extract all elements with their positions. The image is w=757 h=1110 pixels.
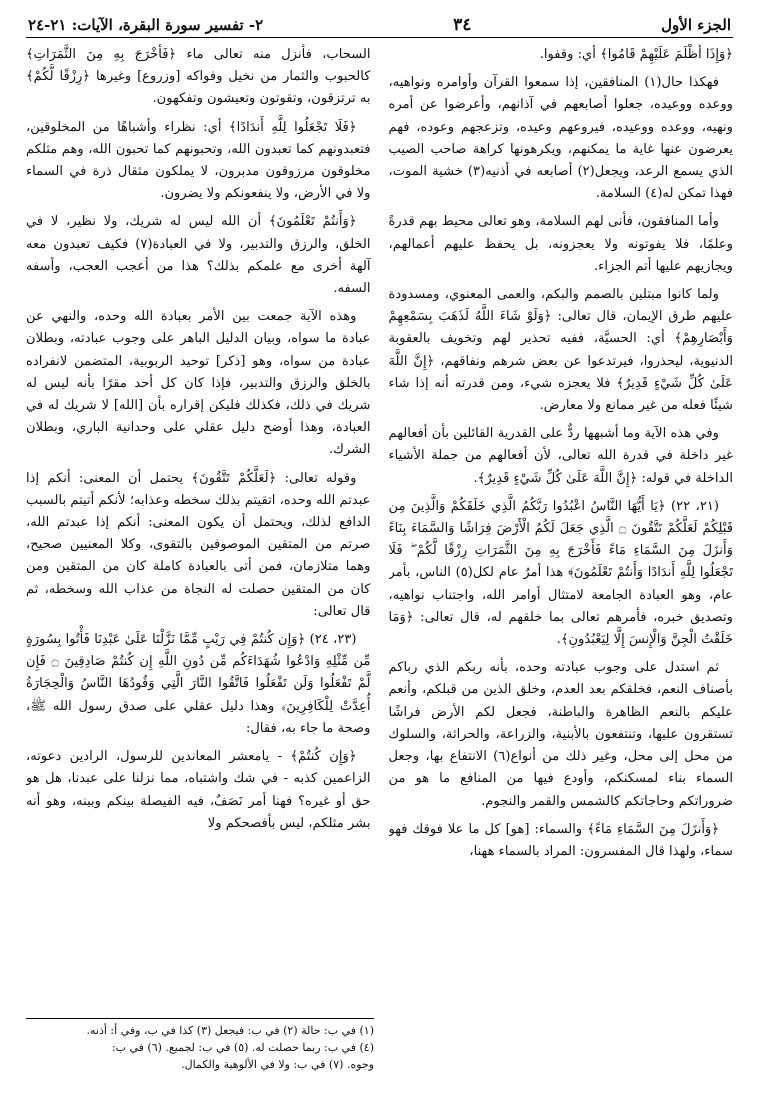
paragraph: (٢١، ٢٢) ﴿يَا أَيُّهَا النَّاسُ اعْبُدُوا رَبَّكُمُ الَّذِي خَلَقَكُمْ وَالَّذِينَ مِن قَبْلِكُمْ لَعَلَّكُمْ تَتَّقُونَ ۝ الَّذِي جَعَلَ لَكُمُ الْأَرْضَ فِرَاشًا وَالسَّمَاءَ بِنَاءً وَأَنزَلَ مِنَ السَّمَاءِ مَاءً فَأَخْرَجَ بِهِ مِنَ الثَّمَرَاتِ رِزْقًا لَّكُمْ ۖ فَلَا تَجْعَلُوا لِلَّهِ أَندَادًا وَأَنتُمْ تَعْلَمُونَ﴾ هذا أمرٌ عام لكل(٥) الناس، بأمر عام، وهو العبادة الجامعة لامتثال أوامر الله، واجتناب نواهيه، وتصديق خبره، فأمرهم تعالى بما خلقهم له، قال تعالى: ﴿وَمَا خَلَقْتُ الْجِنَّ وَالْإِنسَ إِلَّا لِيَعْبُدُونِ﴾.: [388, 498, 733, 648]
page-number: ٣٤: [453, 14, 472, 35]
paragraph: فهكذا حال(١) المنافقين، إذا سمعوا القرآن وأوامره ونواهيه، ووعده ووعيده، جعلوا أصابعهم في آذانهم، وأعرضوا عن أمره ونهيه، ووعده ووعيده، فيروعهم وعيده، وتزعجهم وعوده، فهم يعرضون عنها غاية ما يمكنهم، ويكرهونها كراهة صاحب الصيب الذي يسمع الرعد، ويجعل(٢) أصابعه في أذنيه(٣) خشية الموت، فهذا تمكن له(٤) السلامة.: [388, 75, 733, 202]
paragraph: ﴿فَلَا تَجْعَلُوا لِلَّهِ أَندَادًا﴾ أي: نظراء وأشباهًا من المخلوقين، فتعبدونهم كما تعبدون الله، وتحبونهم كما تحبون الله، وهم مثلكم مخلوقون مرزوقون مدبرون، لا يملكون مثقال ذرة في السماء ولا في الأرض، ولا ينفعونكم ولا يضرون.: [26, 119, 371, 202]
paragraph: ﴿وَإِذَا أَظْلَمَ عَلَيْهِمْ قَامُوا﴾ أي: وقفوا.: [539, 47, 733, 62]
section-title: ٢- تفسير سورة البقرة، الآيات: ٢١-٢٤: [28, 15, 264, 34]
footnote-line: وجوه. (٧) في ب: ولا في الألوهية والكمال.: [181, 1058, 374, 1071]
left-column: [26, 44, 371, 1024]
paragraph: ثم استدل على وجوب عبادته وحده، بأنه ربكم الذي رباكم بأصناف النعم، فخلقكم بعد العدم، وخلق الذين من قبلكم، وأنعم عليكم بالنعم الظاهرة والباطنة، فجعل لكم الأرض فراشًا تستقرون عليها، وتنتفعون بالأبنية، والزراعة، والحراثة، والسلوك من محل إلى محل، وغير ذلك من أنواع(٦) الانتفاع بها، وجعل السماء بناء لمسكنكم، وأودع فيها من المنافع ما هو من ضروراتكم وحاجاتكم كالشمس والقمر والنجوم.: [388, 660, 733, 809]
paragraph: (٢٣، ٢٤) ﴿وَإِن كُنتُمْ فِي رَيْبٍ مِّمَّا نَزَّلْنَا عَلَىٰ عَبْدِنَا فَأْتُوا بِسُورَةٍ مِّن مِّثْلِهِ وَادْعُوا شُهَدَاءَكُم مِّن دُونِ اللَّهِ إِن كُنتُمْ صَادِقِينَ ۝ فَإِن لَّمْ تَفْعَلُوا وَلَن تَفْعَلُوا فَاتَّقُوا النَّارَ الَّتِي وَقُودُهَا النَّاسُ وَالْحِجَارَةُ أُعِدَّتْ لِلْكَافِرِينَ﴾ وهذا دليل عقلي على صدق رسول الله ﷺ، وصحة ما جاء به، فقال:: [26, 632, 371, 736]
paragraph: ﴿وَأَنتُمْ تَعْلَمُونَ﴾ أن الله ليس له شريك، ولا نظير، لا في الخلق، والرزق والتدبير، ولا في العبادة(٧) فكيف تعبدون معه آلهة أخرى مع علمكم بذلك؟ هذا من أعجب العجب، وأسفه السفه.: [26, 214, 371, 297]
paragraph: ﴿وَإِن كُنتُمْ﴾ - يامعشر المعاندين للرسول، الرادين دعوته، الزاعمين كذبه - في شك واشتباه، مما نزلنا على عبدنا، هل هو حق أو غيره؟ فهنا أمر نَصَفٌ، فيه الفيصلة بينكم وبينه، وهو أنه بشر مثلكم، ليس بأفصحكم ولا: [26, 749, 371, 831]
paragraph: ولما كانوا مبتلين بالصمم والبكم، والعمى المعنوي، ومسدودة عليهم طرق الإيمان، قال تعالى: ﴿وَلَوْ شَاءَ اللَّهُ لَذَهَبَ بِسَمْعِهِمْ وَأَبْصَارِهِمْ﴾ أي: الحسيَّة، ففيه تحذير لهم وتخويف بالعقوبة الدنيوية، ليحذروا، فيرتدعوا عن بعض شرهم ونفاقهم، ﴿إِنَّ اللَّهَ عَلَىٰ كُلِّ شَيْءٍ قَدِيرٌ﴾ فلا يعجزه شيء، ومن قدرته أنه إذا شاء شيئًا فعله من غير ممانع ولا معارض.: [388, 287, 733, 414]
paragraph: وفي هذه الآية وما أشبهها ردٌّ على القدرية القائلين بأن أفعالهم غير داخلة في قدرة الله تعالى، لأن أفعالهم من جملة الأشياء الداخلة في قوله: ﴿إِنَّ اللَّهَ عَلَىٰ كُلِّ شَيْءٍ قَدِيرٌ﴾.: [388, 426, 733, 486]
paragraph: وقوله تعالى: ﴿لَعَلَّكُمْ تَتَّقُونَ﴾ يحتمل أن المعنى: أنكم إذا عبدتم الله وحده، اتقيتم بذلك سخطه وعذابه؛ لأنكم أتيتم بالسبب الدافع لذلك، ويحتمل أن يكون المعنى: أنكم إذا عبدتم الله، صرتم من المتقين الموصوفين بالتقوى، وكلا المعنيين صحيح، وهما متلازمان، فمن أتى بالعبادة كاملة كان من المتقين ومن كان من المتقين حصلت له النجاة من عذاب الله وسخطه، ثم قال تعالى:: [26, 470, 371, 619]
paragraph: ﴿وَأَنزَلَ مِنَ السَّمَاءِ مَاءً﴾ والسماء: [هو] كل ما علا فوقك فهو سماء، ولهذا قال المفسرون: المراد بالسماء ههنا،: [388, 821, 733, 859]
footnotes: [26, 1018, 374, 1073]
footnote-line: (٤) في ب: ربما حصلت له. (٥) في ب: لجميع. (٦) في ب:: [111, 1041, 374, 1054]
text-columns: [26, 44, 733, 1024]
footnote-line: (١) في ب: حالة (٢) في ب: فيجعل (٣) كذا في ب، وفي أ: أذنه.: [86, 1024, 374, 1037]
running-header: [26, 12, 733, 38]
paragraph: السحاب، فأنزل منه تعالى ماء ﴿فَأَخْرَجَ بِهِ مِنَ الثَّمَرَاتِ﴾ كالحبوب والثمار من نخيل وفواكه [وزروع] وغيرها ﴿رِزْقًا لَّكُمْ﴾ به ترتزقون، وتقوتون وتعيشون وتفكهون.: [26, 47, 371, 107]
right-column: [389, 44, 734, 1024]
paragraph: وهذه الآية جمعت بين الأمر بعبادة الله وحده، والنهي عن عبادة ما سواه، وبيان الدليل الباهر على وجوب عبادته، وبطلان عبادة من سواه، وهو [ذكر] توحيد الربوبية، المتضمن لانفراده بالخلق والرزق والتدبير، فإذا كان كل أحد مقرًا بأنه ليس له شريك في ذلك، فكذلك فليكن إقراره بأن [الله] لا شريك له في العبادة، وهذا أوضح دليل عقلي على وحدانية الباري، وبطلان الشرك.: [26, 309, 371, 458]
part-label: الجزء الأول: [661, 15, 731, 34]
paragraph: وأما المنافقون، فأنى لهم السلامة، وهو تعالى محيط بهم قدرةً وعلمًا، فلا يفوتونه ولا يعجزونه، بل يحفظ عليهم أعمالهم، ويجازيهم عليها أتم الجزاء.: [388, 214, 733, 274]
